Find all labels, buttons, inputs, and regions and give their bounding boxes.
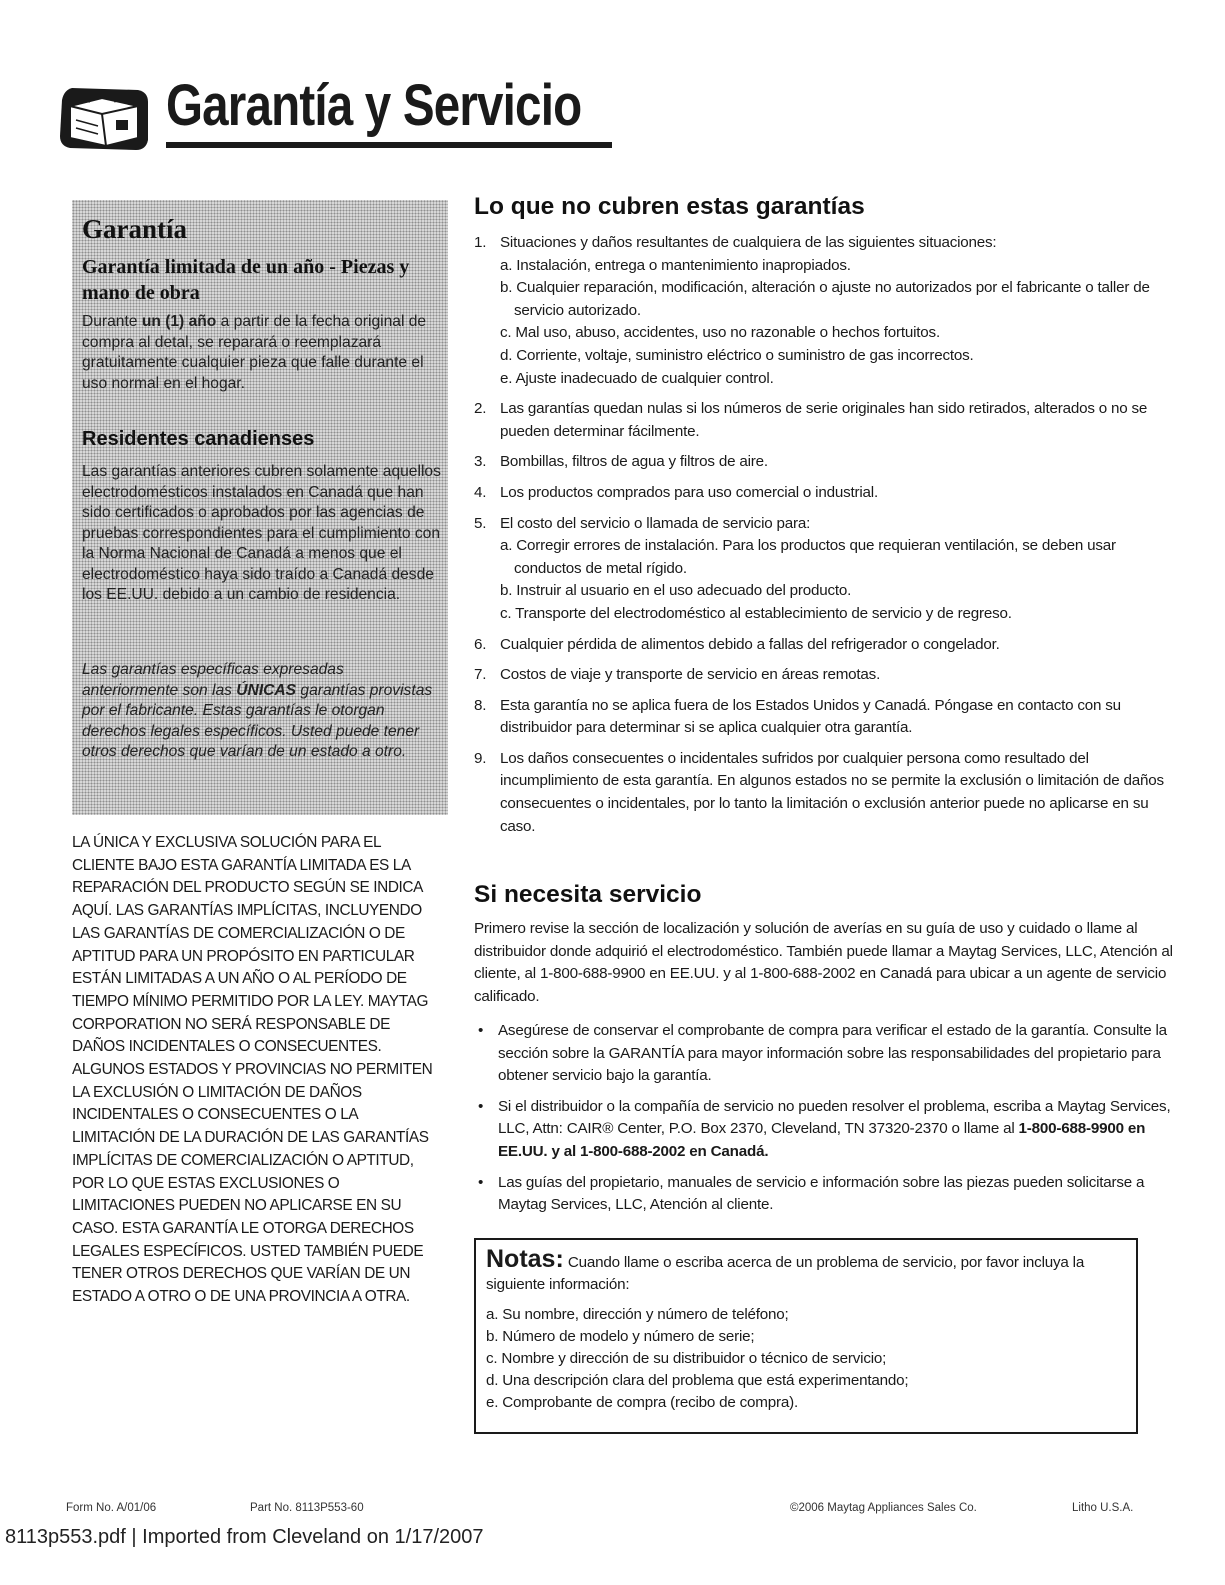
- list-item: [474, 513, 1174, 626]
- bullet-icon: •: [478, 1173, 484, 1191]
- bullet-icon: •: [478, 1097, 484, 1115]
- form-number: Form No. A/01/06: [66, 1502, 157, 1514]
- item-text: Costos de viaje y transporte de servicio en áreas remotas.: [500, 666, 881, 684]
- notes-intro: Cuando llame o escriba acerca de un problema de servicio, por favor incluya la siguiente información:: [486, 1254, 1085, 1293]
- list-item: • Si el distribuidor o la compañía de servicio no pueden resolver el problema, escriba a Maytag Services, LLC, Attn: CAIR® Center, P.O. Box 2370, Cleveland, TN 37320-2370 o llame al 1-800-688-9900 en EE.UU. y al 1-800-688-2002 en Canadá.: [478, 1097, 1171, 1160]
- item-number: 1.: [474, 234, 487, 251]
- item-text: Los productos comprados para uso comercial o industrial.: [500, 483, 878, 501]
- sub-item: e. Ajuste inadecuado de cualquier control.: [500, 369, 774, 387]
- item-text: Bombillas, filtros de agua y filtros de aire.: [500, 453, 768, 471]
- notes-label: Notas:: [486, 1245, 564, 1273]
- import-stamp: 8113p553.pdf | Imported from Cleveland on 1/17/2007: [5, 1526, 484, 1548]
- list-item: e. Comprobante de compra (recibo de compra).: [486, 1394, 798, 1411]
- title-underline: [166, 142, 612, 148]
- sub-item: a. Corregir errores de instalación. Para los productos que requieran ventilación, se deben usar conductos de metal rígido.: [500, 537, 1116, 577]
- list-item: [474, 695, 1174, 740]
- item-number: 5.: [474, 514, 487, 532]
- item-number: 2.: [474, 400, 487, 418]
- sub-item: c. Mal uso, abuso, accidentes, uso no razonable o hechos fortuitos.: [500, 324, 940, 342]
- sub-item: b. Cualquier reparación, modificación, alteración o ajuste no autorizados por el fabricante o taller de servicio autorizado.: [500, 279, 1150, 319]
- list-item: b. Número de modelo y número de serie;: [486, 1328, 755, 1345]
- list-item: [474, 634, 1174, 657]
- list-item: c. Nombre y dirección de su distribuidor o técnico de servicio;: [486, 1350, 887, 1367]
- item-text: Las garantías quedan nulas si los números de serie originales han sido retirados, alterados o no se pueden determinar fácilmente.: [500, 400, 1148, 440]
- sub-item: b. Instruir al usuario en el uso adecuado del producto.: [500, 582, 852, 600]
- item-text: Situaciones y daños resultantes de cualquiera de las siguientes situaciones:: [500, 234, 997, 251]
- list-item: [474, 451, 1174, 474]
- item-number: 7.: [474, 666, 487, 684]
- service-heading: Si necesita servicio: [474, 881, 702, 908]
- item-text: El costo del servicio o llamada de servicio para:: [500, 514, 811, 532]
- notes-box: [474, 1238, 1138, 1434]
- item-text: Esta garantía no se aplica fuera de los Estados Unidos y Canadá. Póngase en contacto con su distribuidor para determinar si se aplica cualquier otra garantía.: [500, 696, 1121, 737]
- canada-heading: Residentes canadienses: [82, 428, 315, 450]
- service-intro: Primero revise la sección de localización y solución de averías en su guía de uso y cuidado o llame al distribuidor donde adquirió el electrodoméstico. También puede llamar a Maytag Services, LLC, Atención al cliente, al 1-800-688-9900 en EE.UU. y al 1-800-688-2002 en Canadá para ubicar a un agente de servicio calificado.: [474, 920, 1173, 1005]
- exclusive-remedy-text: LA ÚNICA Y EXCLUSIVA SOLUCIÓN PARA EL CLIENTE BAJO ESTA GARANTÍA LIMITADA ES LA REPARACIÓN DEL PRODUCTO SEGÚN SE INDICA AQUÍ. LAS GARANTÍAS IMPLÍCITAS, INCLUYENDO LAS GARANTÍAS DE COMERCIALIZACIÓN O DE APTITUD PARA UN PROPÓSITO EN PARTICULAR ESTÁN LIMITADAS A UN AÑO O AL PERÍODO DE TIEMPO MÍNIMO PERMITIDO POR LA LEY. MAYTAG CORPORATION NO SERÁ RESPONSABLE DE DAÑOS INCIDENTALES O CONSECUENTES. ALGUNOS ESTADOS Y PROVINCIAS NO PERMITEN LA EXCLUSIÓN O LIMITACIÓN DE DAÑOS INCIDENTALES O CONSECUENTES O LA LIMITACIÓN DE LA DURACIÓN DE LAS GARANTÍAS IMPLÍCITAS DE COMERCIALIZACIÓN O APTITUD, POR LO QUE ESTAS EXCLUSIONES O LIMITACIONES PUEDEN NO APLICARSE EN SU CASO. ESTA GARANTÍA LE OTORGA DERECHOS LEGALES ESPECÍFICOS. USTED TAMBIÉN PUEDE TENER OTROS DERECHOS QUE VARÍAN DE UN ESTADO A OTRO O DE UNA PROVINCIA A OTRA.: [72, 834, 433, 1306]
- item-number: 3.: [474, 453, 487, 471]
- item-number: 4.: [474, 483, 487, 501]
- service-bullets: [474, 1020, 1174, 1225]
- notes-list: [486, 1304, 1126, 1414]
- item-text: Cualquier pérdida de alimentos debido a fallas del refrigerador o congelador.: [500, 635, 1000, 653]
- sub-item: c. Transporte del electrodoméstico al establecimiento de servicio y de regreso.: [500, 604, 1012, 622]
- item-number: 9.: [474, 749, 487, 767]
- not-covered-heading: Lo que no cubren estas garantías: [474, 193, 865, 220]
- bullet-icon: •: [478, 1022, 484, 1039]
- list-item: d. Una descripción clara del problema que está experimentando;: [486, 1372, 909, 1389]
- warranty-box: [72, 200, 448, 815]
- warranty-heading: Garantía: [82, 214, 187, 244]
- warranty-terms: Durante un (1) año a partir de la fecha original de compra al detal, se reparará o reemplazará gratuitamente cualquier pieza que falle durante el uso normal en el hogar.: [82, 313, 427, 392]
- sub-item: d. Corriente, voltaje, suministro eléctrico o suministro de gas incorrectos.: [500, 346, 974, 364]
- item-number: 8.: [474, 696, 487, 714]
- item-text: Los daños consecuentes o incidentales sufridos por cualquier persona como resultado del incumplimiento de esta garantía. En algunos estados no se permite la exclusión o limitación de daños consecuentes o incidentales, por lo tanto la limitación o exclusión anterior puede no aplicarse en su caso.: [500, 749, 1164, 835]
- list-item: [474, 664, 1174, 687]
- list-item: [474, 398, 1174, 443]
- part-number: Part No. 8113P553-60: [250, 1502, 364, 1514]
- list-item: [474, 482, 1174, 505]
- list-item: • Las guías del propietario, manuales de servicio e información sobre las piezas pueden solicitarse a Maytag Services, LLC, Atención al cliente.: [478, 1173, 1145, 1214]
- page-title: Garantía y Servicio: [166, 73, 582, 138]
- page-header: [58, 72, 582, 152]
- litho-note: Litho U.S.A.: [1072, 1502, 1134, 1514]
- list-item: • Asegúrese de conservar el comprobante de compra para verificar el estado de la garantía. Consulte la sección sobre la GARANTÍA para mayor información sobre las responsabilidades del propietario para obtener servicio bajo la garantía.: [478, 1022, 1167, 1085]
- exclusive-warranty-note: Las garantías específicas expresadas anteriormente son las ÚNICAS garantías provistas por el fabricante. Estas garantías le otorgan derechos legales específicos. Usted puede tener otros derechos que varían de un estado a otro.: [82, 661, 433, 760]
- sub-item: a. Instalación, entrega o mantenimiento inapropiados.: [500, 256, 851, 274]
- warranty-subheading: Garantía limitada de un año - Piezas y mano de obra: [82, 256, 410, 304]
- list-item: a. Su nombre, dirección y número de teléfono;: [486, 1306, 789, 1323]
- copyright: ©2006 Maytag Appliances Sales Co.: [790, 1502, 977, 1514]
- canada-text: Las garantías anteriores cubren solamente aquellos electrodomésticos instalados en Canadá que han sido certificados o aprobados por las agencias de pruebas correspondientes para el cumplimiento con la Norma Nacional de Canadá a menos que el electrodoméstico haya sido traído a Canadá desde los EE.UU. debido a un cambio de residencia.: [82, 463, 441, 603]
- list-item: [474, 748, 1174, 838]
- not-covered-list: [474, 232, 1174, 846]
- item-number: 6.: [474, 635, 487, 653]
- toolbox-icon: [58, 80, 150, 152]
- list-item: [474, 232, 1174, 390]
